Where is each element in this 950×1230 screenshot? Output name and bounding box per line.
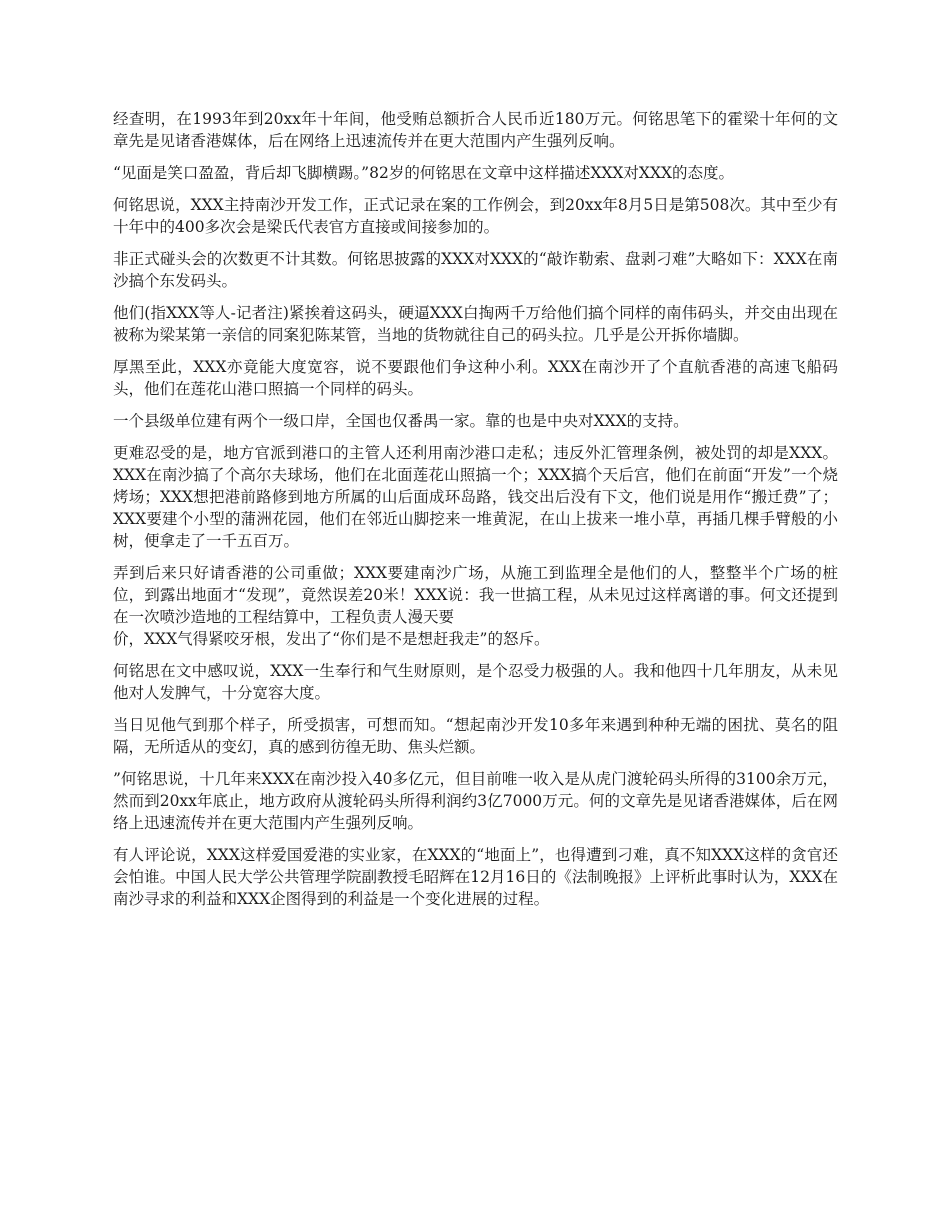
paragraph: ”何铭思说，十几年来XXX在南沙投入40多亿元，但目前唯一收入是从虎门渡轮码头所得的3100余万元，然而到20xx年底止，地方政府从渡轮码头所得利润约3亿7000万元。何的文章先是见诸香港媒体，后在网络上迅速流传并在更大范围内产生强列反响。 [113,770,838,832]
paragraph: 当日见他气到那个样子，所受损害，可想而知。“想起南沙开发10多年来遇到种种无端的困扰、莫名的阻隔，无所适从的变幻，真的感到彷徨无助、焦头烂额。 [113,716,838,756]
paragraph: 厚黑至此，XXX亦竟能大度宽容，说不要跟他们争这种小利。XXX在南沙开了个直航香港的高速飞船码头，他们在莲花山港口照搞一个同样的码头。 [113,358,838,398]
paragraph: 何铭思说，XXX主持南沙开发工作，正式记录在案的工作例会，到20xx年8月5日是第508次。其中至少有十年中的400多次会是梁氏代表官方直接或间接参加的。 [113,196,838,236]
paragraph: 一个县级单位建有两个一级口岸，全国也仅番禺一家。靠的也是中央对XXX的支持。 [113,412,689,430]
paragraph: 他们(指XXX等人-记者注)紧挨着这码头，硬逼XXX白掏两千万给他们搞个同样的南伟码头，并交由出现在被称为梁某第一亲信的同案犯陈某管，当地的货物就往自己的码头拉。几乎是公开拆你墙脚。 [113,304,838,344]
paragraph: 有人评论说，XXX这样爱国爱港的实业家，在XXX的“地面上”，也得遭到刁难，真不知XXX这样的贪官还会怕谁。中国人民大学公共管理学院副教授毛昭辉在12月16日的《法制晚报》上评析此事时认为，XXX在南沙寻求的利益和XXX企图得到的利益是一个变化进展的过程。 [113,846,838,908]
paragraph: 何铭思在文中感叹说，XXX一生奉行和气生财原则，是个忍受力极强的人。我和他四十几年朋友，从未见他对人发脾气，十分宽容大度。 [113,662,838,702]
paragraph: “见面是笑口盈盈，背后却飞脚横踢。”82岁的何铭思在文章中这样描述XXX对XXX的态度。 [113,164,735,182]
paragraph: 更难忍受的是，地方官派到港口的主管人还利用南沙港口走私；违反外汇管理条例，被处罚的却是XXX。XXX在南沙搞了个高尔夫球场，他们在北面莲花山照搞一个；XXX搞个天后宫，他们在前面“开发”一个烧烤场；XXX想把港前路修到地方所属的山后面成环岛路，钱交出后没有下文，他们说是用作“搬迁费”了；XXX要建个小型的蒲洲花园，他们在邻近山脚挖来一堆黄泥，在山上拔来一堆小草，再插几棵手臂般的小树，便拿走了一千五百万。 [113,444,838,550]
document-body [113,108,838,920]
paragraph: 弄到后来只好请香港的公司重做；XXX要建南沙广场，从施工到监理全是他们的人，整整半个广场的桩位，到露出地面才“发现”，竟然误差20米！XXX说：我一世搞工程，从未见过这样离谱的事。何文还提到在一次喷沙造地的工程结算中，工程负责人漫天要 价，XXX气得紧咬牙根，发出了“你们是不是想赶我走”的怒斥。 [113,564,838,648]
paragraph: 非正式碰头会的次数更不计其数。何铭思披露的XXX对XXX的“敲诈勒索、盘剥刁难”大略如下：XXX在南沙搞个东发码头。 [113,250,838,290]
paragraph: 经查明，在1993年到20xx年十年间，他受贿总额折合人民币近180万元。何铭思笔下的霍梁十年何的文章先是见诸香港媒体，后在网络上迅速流传并在更大范围内产生强列反响。 [113,110,838,150]
